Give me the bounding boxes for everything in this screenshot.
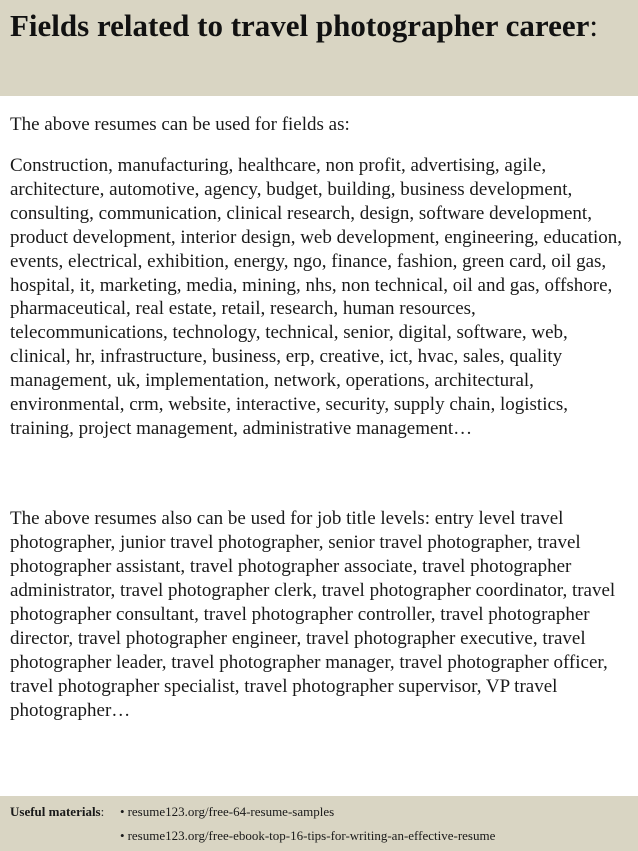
footer-link-ebook-tips[interactable]: resume123.org/free-ebook-top-16-tips-for-writing-an-effective-resume bbox=[127, 828, 496, 843]
page-title-text: Fields related to travel photographer career bbox=[10, 8, 590, 43]
bullet-icon: • bbox=[120, 804, 125, 819]
footer-link-item[interactable] bbox=[120, 804, 334, 820]
page-title bbox=[10, 6, 630, 46]
page-title-colon: : bbox=[589, 8, 599, 43]
footer-link-item[interactable] bbox=[120, 828, 495, 844]
job-levels-paragraph: The above resumes also can be used for job title levels: entry level travel photographer, junior travel photographer, senior travel photographer, travel photographer assistant, travel photographer associate, travel photographer administrator, travel photographer clerk, travel photographer coordinator, travel photographer consultant, travel photographer controller, travel photographer director, travel photographer engineer, travel photographer executive, travel photographer leader, travel photographer manager, travel photographer officer, travel photographer specialist, travel photographer supervisor, VP travel photographer… bbox=[10, 508, 616, 721]
intro-text: The above resumes can be used for fields as: bbox=[10, 114, 350, 135]
fields-list-paragraph: Construction, manufacturing, healthcare, non profit, advertising, agile, architecture, automotive, agency, budget, building, business development, consulting, communication, clinical research, design, software development, product development, interior design, web development, engineering, education, events, electrical, exhibition, energy, ngo, finance, fashion, green card, oil gas, hospital, it, marketing, media, mining, nhs, non technical, oil and gas, offshore, pharmaceutical, real estate, retail, research, human resources, telecommunications, technology, technical, senior, digital, software, web, clinical, hr, infrastructure, business, erp, creative, ict, hvac, sales, quality management, uk, implementation, network, operations, architectural, environmental, crm, website, interactive, security, supply chain, logistics, training, project management, administrative management… bbox=[10, 155, 623, 439]
footer-link-resume-samples[interactable]: resume123.org/free-64-resume-samples bbox=[127, 804, 335, 819]
useful-materials-separator: : bbox=[100, 804, 105, 819]
useful-materials-label bbox=[10, 804, 104, 820]
useful-materials-label-text: Useful materials bbox=[10, 804, 101, 819]
bullet-icon: • bbox=[120, 828, 125, 843]
